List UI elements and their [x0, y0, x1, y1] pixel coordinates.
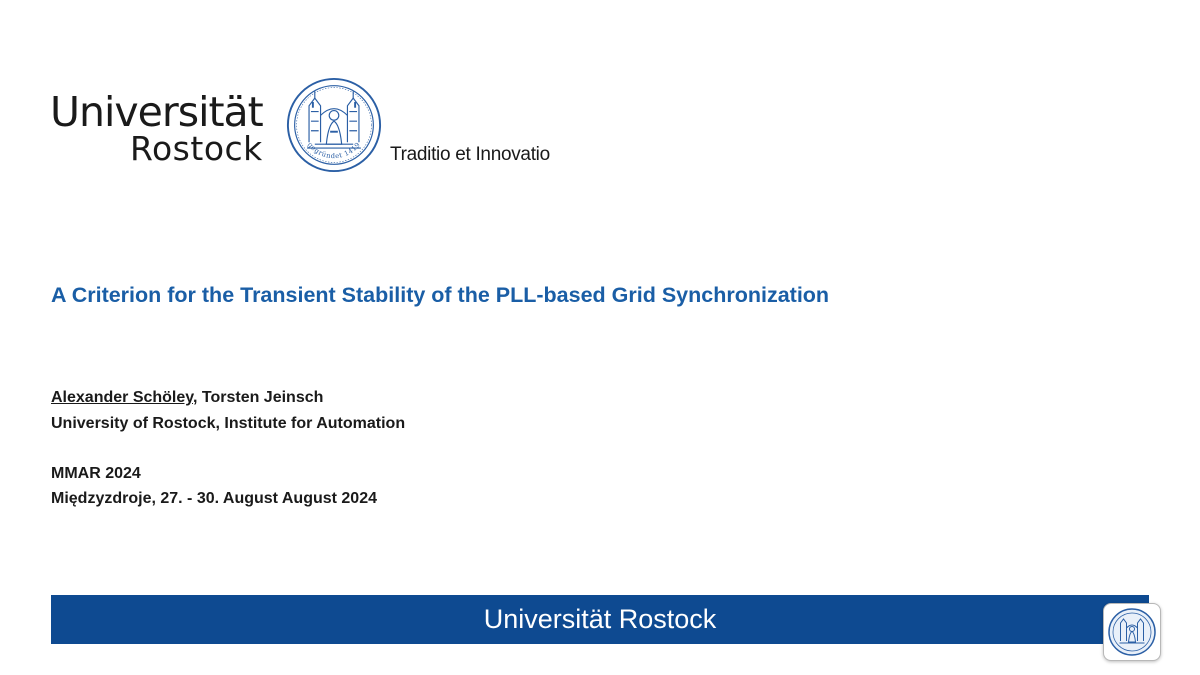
author-separator: ,	[192, 389, 202, 406]
affiliation: University of Rostock, Institute for Automation	[51, 415, 406, 432]
footer-seal-badge	[1103, 603, 1161, 661]
footer-bar	[51, 595, 1149, 644]
coauthor-name: Torsten Jeinsch	[201, 389, 324, 406]
university-wordmark	[50, 88, 263, 168]
presenter-name: Alexander Schöley	[51, 389, 193, 406]
conference-location-date: Międzyzdroje, 27. - 30. August August 2024	[51, 490, 377, 507]
seal-text: gegründet 1419	[305, 140, 363, 161]
university-seal-icon	[286, 77, 382, 173]
slide-title: A Criterion for the Transient Stability of the PLL-based Grid Synchronization	[51, 283, 830, 307]
footer-text: Universität Rostock	[483, 604, 717, 634]
wordmark-line2: Rostock	[130, 129, 263, 168]
university-motto: Traditio et Innovatio	[390, 144, 550, 165]
university-seal-icon	[1107, 607, 1157, 657]
conference-name: MMAR 2024	[51, 465, 141, 482]
wordmark-line1: Universität	[50, 88, 263, 136]
authors-line	[51, 389, 323, 407]
